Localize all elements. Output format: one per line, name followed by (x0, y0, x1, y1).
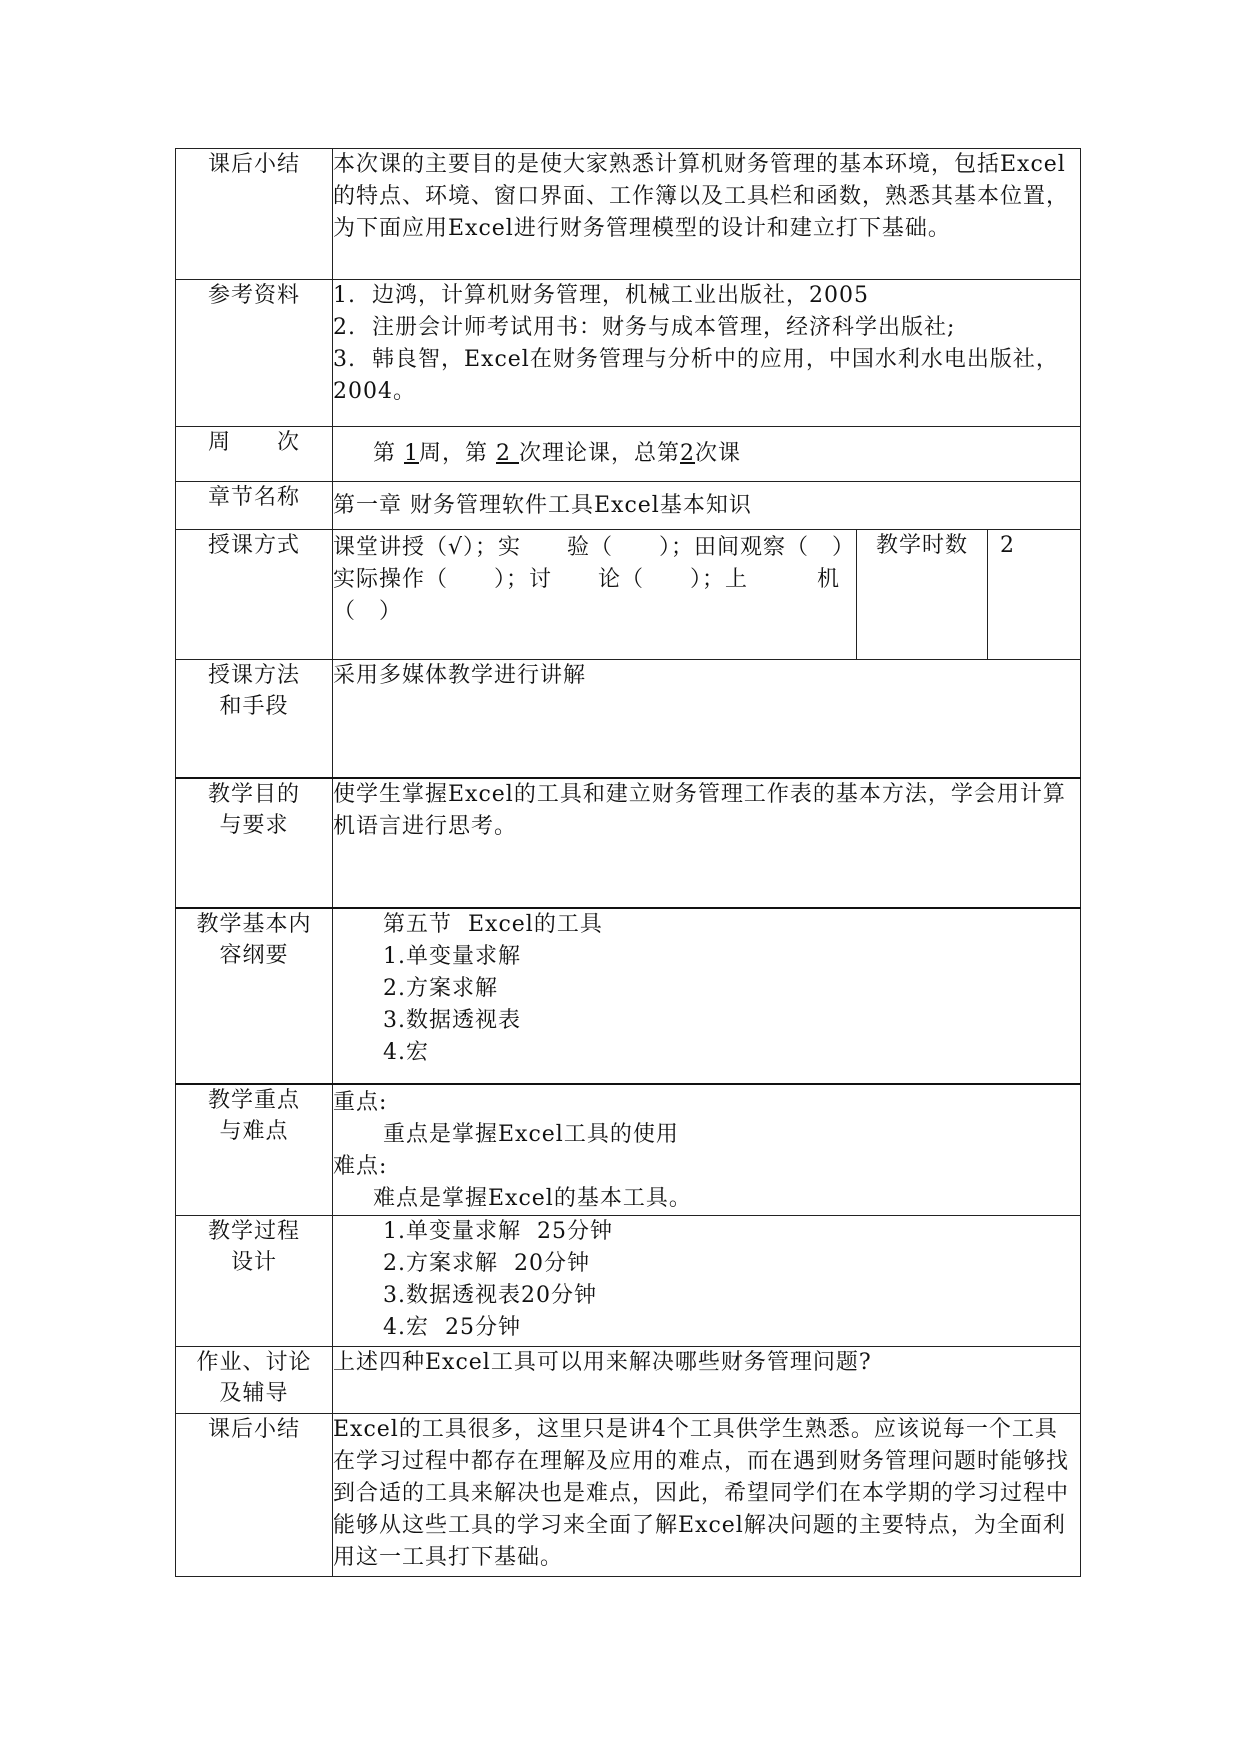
method-options (333, 530, 857, 660)
row-references (176, 280, 1081, 427)
chapter-title: 第一章 财务管理软件工具Excel基本知识 (333, 482, 1081, 530)
week-number: 1 (404, 441, 419, 466)
process-list (333, 1215, 1081, 1346)
means-label (176, 660, 333, 778)
row-teaching-method (176, 530, 1081, 660)
week-value (333, 427, 1081, 482)
row-summary-2 (176, 1413, 1081, 1576)
method-line-1: 课堂讲授（√）；实 验（ ）；田间观察（ ） (333, 535, 856, 560)
outline-item: 2.方案求解 (383, 975, 498, 1001)
week-text: 次理论课，总第 (519, 441, 681, 466)
means-label-line: 授课方法 (207, 663, 300, 688)
week-text: 次课 (695, 441, 742, 466)
difficulty-text: 难点是掌握Excel的基本工具。 (373, 1185, 692, 1211)
week-text: 第 (373, 441, 404, 466)
keypoints-label-line: 教学重点 (207, 1087, 300, 1113)
outline-item: 4.宏 (383, 1039, 429, 1065)
process-item: 3.数据透视表20分钟 (383, 1282, 597, 1308)
row-homework (176, 1346, 1081, 1413)
reference-item: 2. 注册会计师考试用书：财务与成本管理，经济科学出版社; (333, 315, 956, 340)
summary-text (333, 149, 1081, 280)
process-item: 2.方案求解 20分钟 (383, 1250, 590, 1276)
row-week (176, 427, 1081, 482)
keypoints-label (176, 1084, 333, 1216)
means-text: 采用多媒体教学进行讲解 (333, 660, 1081, 778)
process-item: 1.单变量求解 25分钟 (383, 1218, 613, 1244)
homework-label-line: 作业、讨论 (196, 1349, 312, 1375)
lesson-plan-table (175, 148, 1081, 1577)
method-label: 授课方式 (176, 530, 333, 660)
reference-item: 3. 韩良智，Excel在财务管理与分析中的应用，中国水利水电出版社，2004。 (333, 347, 1059, 404)
references-list (333, 280, 1081, 427)
summary-label: 课后小结 (176, 1413, 333, 1576)
outline-label (176, 908, 333, 1084)
process-label (176, 1215, 333, 1346)
summary-paragraph: 本次课的主要目的是使大家熟悉计算机财务管理的基本环境，包括Excel的特点、环境、窗口界面、工作簿以及工具栏和函数，熟悉其基本位置，为下面应用Excel进行财务管理模型的设计和建立打下基础。 (333, 152, 1070, 241)
key-point-text: 重点是掌握Excel工具的使用 (383, 1121, 679, 1147)
row-chapter (176, 482, 1081, 530)
homework-text: 上述四种Excel工具可以用来解决哪些财务管理问题? (333, 1346, 1081, 1413)
week-text: 周，第 (419, 441, 496, 466)
hours-value: 2 (988, 530, 1081, 660)
key-point-title: 重点: (333, 1089, 388, 1115)
keypoints-label-line: 与难点 (219, 1118, 289, 1144)
goals-text (333, 778, 1081, 908)
chapter-label: 章节名称 (176, 482, 333, 530)
process-item: 4.宏 25分钟 (383, 1314, 521, 1340)
process-label-line: 设计 (230, 1249, 277, 1275)
row-teaching-means (176, 660, 1081, 778)
keypoints-text (333, 1084, 1081, 1216)
outline-label-line: 教学基本内 (196, 911, 312, 937)
outline-section-title: 第五节 Excel的工具 (383, 911, 603, 937)
week-label: 周 次 (176, 427, 333, 482)
summary-paragraph: Excel的工具很多，这里只是讲4个工具供学生熟悉。应该说每一个工具在学习过程中都存在理解及应用的难点，而在遇到财务管理问题时能够找到合适的工具来解决也是难点，因此，希望同学们在本学期的学习过程中能够从这些工具的学习来全面了解Excel解决问题的主要特点，为全面利用这一工具打下基础。 (333, 1416, 1070, 1570)
references-label: 参考资料 (176, 280, 333, 427)
hours-label: 教学时数 (857, 530, 988, 660)
reference-item: 1. 边鸿，计算机财务管理，机械工业出版社，2005 (333, 283, 869, 308)
goals-label (176, 778, 333, 908)
goals-label-line: 教学目的 (207, 781, 300, 807)
row-summary-1 (176, 149, 1081, 280)
summary-text (333, 1413, 1081, 1576)
lecture-number: 2 (496, 441, 519, 466)
outline-item: 1.单变量求解 (383, 943, 521, 969)
goals-label-line: 与要求 (219, 812, 289, 838)
row-teaching-goals (176, 778, 1081, 908)
method-line-2: 实际操作（ ）；讨 论（ ）；上 机（ ） (333, 567, 841, 624)
homework-label-line: 及辅导 (219, 1380, 289, 1406)
means-label-line: 和手段 (219, 694, 289, 719)
total-lecture-number: 2 (680, 441, 696, 466)
outline-label-line: 容纲要 (219, 942, 289, 968)
summary-label: 课后小结 (176, 149, 333, 280)
homework-label (176, 1346, 333, 1413)
outline-item: 3.数据透视表 (383, 1007, 521, 1033)
outline-list (333, 908, 1081, 1084)
row-key-points (176, 1084, 1081, 1216)
row-teaching-process (176, 1215, 1081, 1346)
process-label-line: 教学过程 (207, 1218, 300, 1244)
row-content-outline (176, 908, 1081, 1084)
goals-paragraph: 使学生掌握Excel的工具和建立财务管理工作表的基本方法，学会用计算机语言进行思考。 (333, 781, 1066, 839)
difficulty-title: 难点: (333, 1153, 388, 1179)
